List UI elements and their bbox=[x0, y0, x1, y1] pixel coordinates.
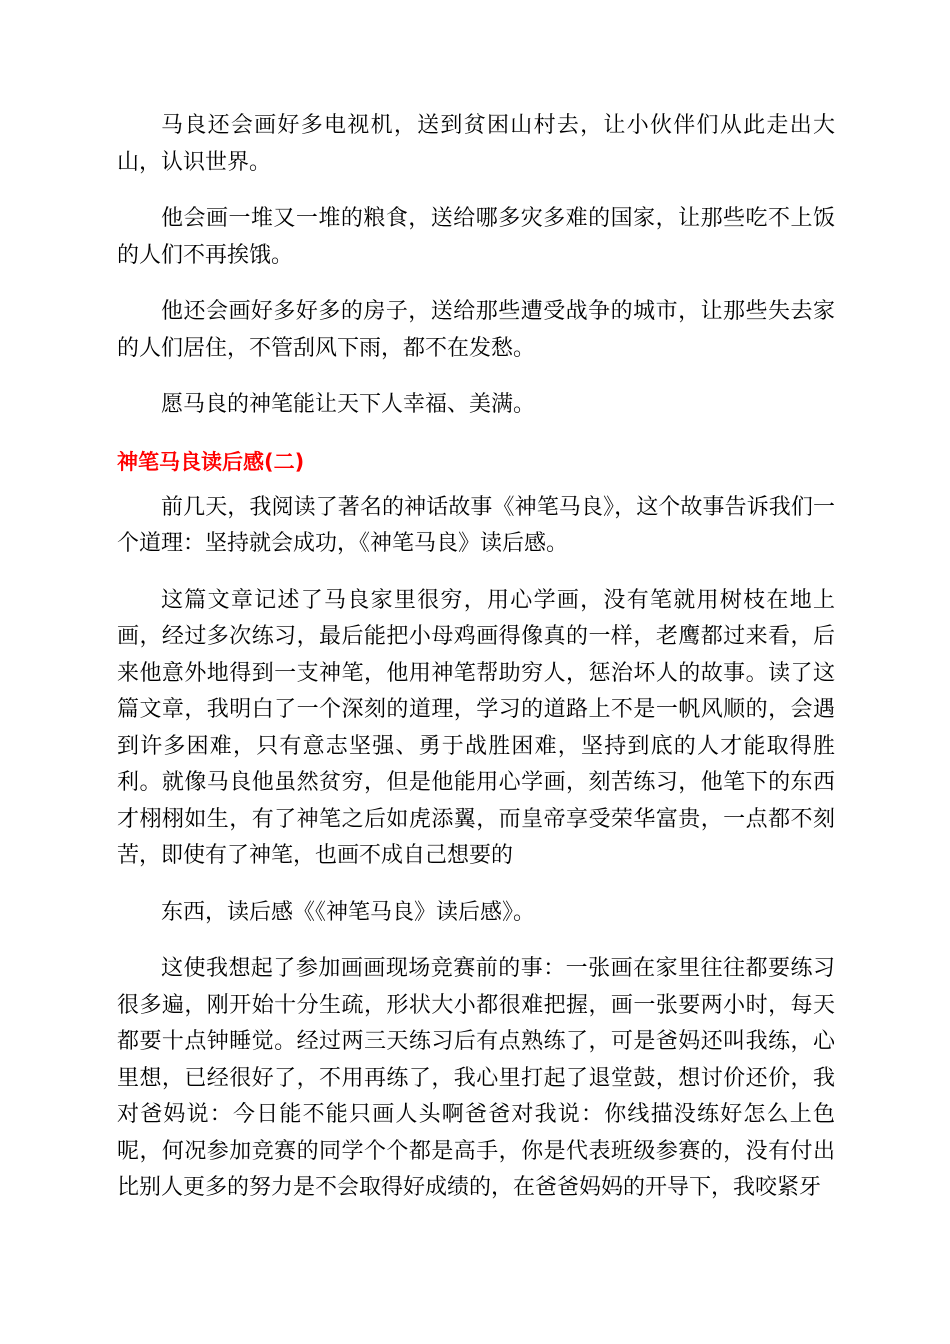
paragraph-personal-story: 这使我想起了参加画画现场竞赛前的事：一张画在家里往往都要练习很多遍，刚开始十分生疏，形状大小都很难把握，画一张要两小时，每天都要十点钟睡觉。经过两三天练习后有点熟练了，可是爸妈还叫我练，心里想，已经很好了，不用再练了，我心里打起了退堂鼓，想讨价还价，我对爸妈说：今日能不能只画人头啊爸爸对我说：你线描没练好怎么上色呢，何况参加竞赛的同学个个都是高手，你是代表班级参赛的，没有付出比别人更多的努力是不会取得好成绩的，在爸爸妈妈的开导下，我咬紧牙 bbox=[117, 956, 835, 1200]
document-page bbox=[117, 108, 835, 1227]
paragraph-wish: 愿马良的神笔能让天下人幸福、美满。 bbox=[161, 392, 536, 417]
paragraph-story-summary: 这篇文章记述了马良家里很穷，用心学画，没有笔就用树枝在地上画，经过多次练习，最后能把小母鸡画得像真的一样，老鹰都过来看，后来他意外地得到一支神笔，他用神笔帮助穷人，惩治坏人的故事。读了这篇文章，我明白了一个深刻的道理，学习的道路上不是一帆风顺的，会遇到许多困难，只有意志坚强、勇于战胜困难，坚持到底的人才能取得胜利。就像马良他虽然贫穷，但是他能用心学画，刻苦练习，他笔下的东西才栩栩如生，有了神笔之后如虎添翼，而皇帝享受荣华富贵，一点都不刻苦，即使有了神笔，也画不成自己想要的 bbox=[117, 587, 835, 868]
section-heading: 神笔马良读后感(二) bbox=[117, 449, 305, 474]
paragraph-continuation: 东西，读后感《《神笔马良》读后感》。 bbox=[161, 899, 536, 925]
paragraph-tv: 马良还会画好多电视机，送到贫困山村去，让小伙伴们从此走出大山，认识世界。 bbox=[117, 113, 835, 175]
paragraph-intro: 前几天，我阅读了著名的神话故事《神笔马良》，这个故事告诉我们一个道理：坚持就会成功，《神笔马良》读后感。 bbox=[117, 494, 835, 556]
paragraph-grain: 他会画一堆又一堆的粮食，送给哪多灾多难的国家，让那些吃不上饭的人们不再挨饿。 bbox=[117, 206, 835, 268]
paragraph-houses: 他还会画好多好多的房子，送给那些遭受战争的城市，让那些失去家的人们居住，不管刮风下雨，都不在发愁。 bbox=[117, 299, 835, 361]
